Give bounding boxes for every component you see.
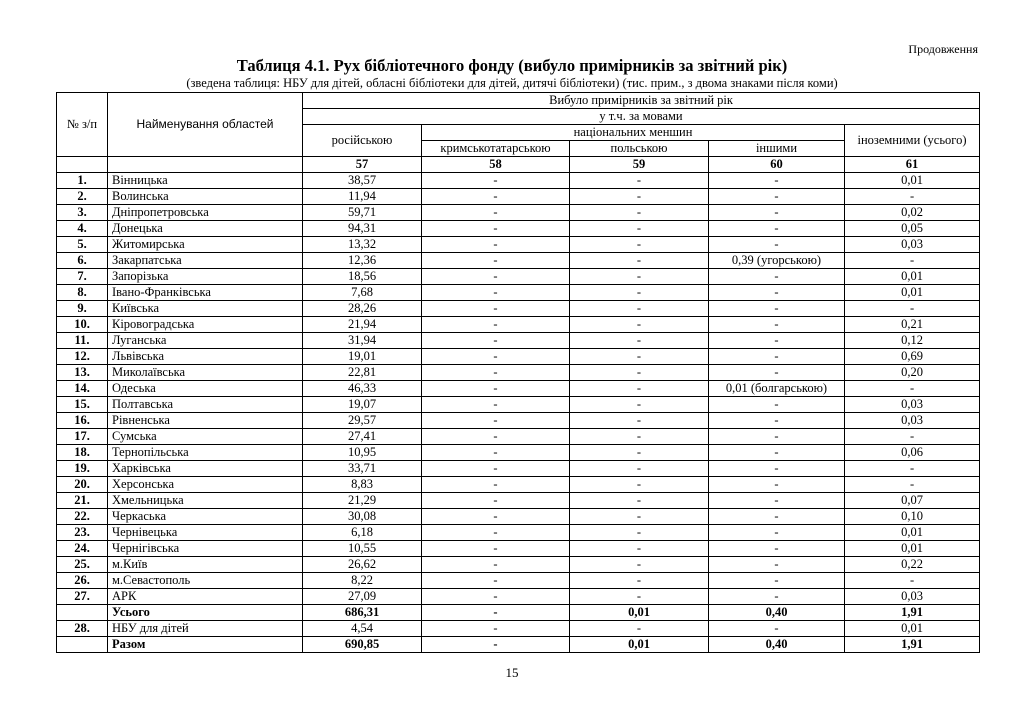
row-region-name: м.Севастополь — [108, 573, 303, 589]
cell-crimean-tatar: - — [422, 221, 570, 237]
row-index: 1. — [57, 173, 108, 189]
cell-foreign: 0,21 — [845, 317, 980, 333]
table-row — [57, 413, 980, 429]
cell-polish: - — [570, 589, 709, 605]
row-index: 21. — [57, 493, 108, 509]
column-number: 59 — [570, 157, 709, 173]
table-row — [57, 333, 980, 349]
row-region-name: Хмельницька — [108, 493, 303, 509]
cell-crimean-tatar: - — [422, 269, 570, 285]
cell-other: 0,40 — [709, 605, 845, 621]
column-number: 61 — [845, 157, 980, 173]
cell-crimean-tatar: - — [422, 301, 570, 317]
row-region-name: Вінницька — [108, 173, 303, 189]
cell-other: - — [709, 317, 845, 333]
cell-crimean-tatar: - — [422, 429, 570, 445]
row-region-name: Рівненська — [108, 413, 303, 429]
cell-polish: - — [570, 237, 709, 253]
cell-russian: 30,08 — [303, 509, 422, 525]
row-region-name: Житомирська — [108, 237, 303, 253]
library-fund-table — [56, 92, 980, 653]
cell-foreign: 0,69 — [845, 349, 980, 365]
cell-russian: 8,83 — [303, 477, 422, 493]
cell-polish: - — [570, 557, 709, 573]
cell-other: 0,40 — [709, 637, 845, 653]
table-row — [57, 381, 980, 397]
table-row — [57, 605, 980, 621]
header-national-minorities: національних меншин — [422, 125, 845, 141]
cell-foreign: - — [845, 301, 980, 317]
table-row — [57, 461, 980, 477]
row-region-name: Запорізька — [108, 269, 303, 285]
cell-polish: - — [570, 445, 709, 461]
cell-foreign: 0,02 — [845, 205, 980, 221]
table-row — [57, 525, 980, 541]
row-region-name: Івано-Франківська — [108, 285, 303, 301]
row-index: 22. — [57, 509, 108, 525]
cell-russian: 33,71 — [303, 461, 422, 477]
row-index — [57, 605, 108, 621]
cell-other: - — [709, 525, 845, 541]
row-region-name: Чернігівська — [108, 541, 303, 557]
row-index: 26. — [57, 573, 108, 589]
column-number-blank — [108, 157, 303, 173]
cell-other: - — [709, 365, 845, 381]
cell-foreign: 0,03 — [845, 397, 980, 413]
cell-crimean-tatar: - — [422, 413, 570, 429]
cell-other: - — [709, 221, 845, 237]
cell-crimean-tatar: - — [422, 445, 570, 461]
row-region-name: Миколаївська — [108, 365, 303, 381]
row-index: 19. — [57, 461, 108, 477]
cell-russian: 59,71 — [303, 205, 422, 221]
cell-polish: - — [570, 317, 709, 333]
cell-other: - — [709, 173, 845, 189]
cell-polish: - — [570, 349, 709, 365]
cell-foreign: 0,22 — [845, 557, 980, 573]
table-row — [57, 365, 980, 381]
cell-other: - — [709, 445, 845, 461]
column-number: 60 — [709, 157, 845, 173]
row-index: 2. — [57, 189, 108, 205]
table-row — [57, 445, 980, 461]
table-row — [57, 493, 980, 509]
header-other: іншими — [709, 141, 845, 157]
cell-other: - — [709, 589, 845, 605]
header-index: № з/п — [57, 93, 108, 157]
row-index: 12. — [57, 349, 108, 365]
cell-foreign: 0,07 — [845, 493, 980, 509]
cell-polish: - — [570, 493, 709, 509]
row-index: 14. — [57, 381, 108, 397]
cell-russian: 13,32 — [303, 237, 422, 253]
table-row — [57, 205, 980, 221]
cell-russian: 18,56 — [303, 269, 422, 285]
cell-crimean-tatar: - — [422, 605, 570, 621]
cell-russian: 22,81 — [303, 365, 422, 381]
header-russian: російською — [303, 125, 422, 157]
cell-other: 0,39 (угорською) — [709, 253, 845, 269]
cell-crimean-tatar: - — [422, 541, 570, 557]
column-number-blank — [57, 157, 108, 173]
cell-russian: 8,22 — [303, 573, 422, 589]
row-index: 7. — [57, 269, 108, 285]
cell-russian: 27,09 — [303, 589, 422, 605]
cell-russian: 7,68 — [303, 285, 422, 301]
table-row — [57, 477, 980, 493]
cell-polish: - — [570, 573, 709, 589]
row-region-name: м.Київ — [108, 557, 303, 573]
table-row — [57, 541, 980, 557]
cell-foreign: - — [845, 381, 980, 397]
row-index: 27. — [57, 589, 108, 605]
table-row — [57, 429, 980, 445]
row-region-name: Волинська — [108, 189, 303, 205]
row-index: 10. — [57, 317, 108, 333]
cell-russian: 31,94 — [303, 333, 422, 349]
cell-other: - — [709, 269, 845, 285]
cell-crimean-tatar: - — [422, 573, 570, 589]
cell-polish: - — [570, 221, 709, 237]
cell-polish: - — [570, 509, 709, 525]
table-row — [57, 637, 980, 653]
table-title: Таблиця 4.1. Рух бібліотечного фонду (вибуло примірників за звітний рік) — [236, 56, 788, 75]
cell-russian: 29,57 — [303, 413, 422, 429]
cell-crimean-tatar: - — [422, 493, 570, 509]
cell-other: - — [709, 413, 845, 429]
cell-other: - — [709, 493, 845, 509]
cell-russian: 28,26 — [303, 301, 422, 317]
table-row — [57, 285, 980, 301]
cell-polish: - — [570, 461, 709, 477]
cell-foreign: 0,01 — [845, 269, 980, 285]
cell-polish: - — [570, 333, 709, 349]
row-index: 20. — [57, 477, 108, 493]
table-row — [57, 221, 980, 237]
row-region-name: Донецька — [108, 221, 303, 237]
cell-russian: 38,57 — [303, 173, 422, 189]
cell-crimean-tatar: - — [422, 461, 570, 477]
header-foreign: іноземними (усього) — [845, 125, 980, 157]
cell-foreign: - — [845, 573, 980, 589]
cell-crimean-tatar: - — [422, 589, 570, 605]
cell-foreign: 0,20 — [845, 365, 980, 381]
cell-foreign: 0,01 — [845, 285, 980, 301]
cell-crimean-tatar: - — [422, 365, 570, 381]
cell-crimean-tatar: - — [422, 205, 570, 221]
cell-russian: 10,55 — [303, 541, 422, 557]
table-row — [57, 349, 980, 365]
cell-other: - — [709, 429, 845, 445]
cell-russian: 690,85 — [303, 637, 422, 653]
cell-foreign: 0,01 — [845, 525, 980, 541]
row-region-name: АРК — [108, 589, 303, 605]
cell-foreign: - — [845, 189, 980, 205]
table-row — [57, 589, 980, 605]
row-region-name: Львівська — [108, 349, 303, 365]
cell-foreign: - — [845, 429, 980, 445]
cell-polish: - — [570, 365, 709, 381]
cell-foreign: 0,03 — [845, 589, 980, 605]
cell-polish: - — [570, 253, 709, 269]
row-region-name: Сумська — [108, 429, 303, 445]
header-by-language: у т.ч. за мовами — [303, 109, 980, 125]
row-index: 13. — [57, 365, 108, 381]
table-row — [57, 269, 980, 285]
cell-crimean-tatar: - — [422, 349, 570, 365]
header-polish: польською — [570, 141, 709, 157]
cell-other: - — [709, 477, 845, 493]
cell-crimean-tatar: - — [422, 621, 570, 637]
header-withdrawn: Вибуло примірників за звітний рік — [303, 93, 980, 109]
table-row — [57, 237, 980, 253]
row-region-name: Херсонська — [108, 477, 303, 493]
header-crimean-tatar: кримськотатарською — [422, 141, 570, 157]
table-row — [57, 301, 980, 317]
cell-polish: - — [570, 621, 709, 637]
header-region: Найменування областей — [108, 93, 303, 157]
cell-polish: - — [570, 413, 709, 429]
row-index: 3. — [57, 205, 108, 221]
row-index: 25. — [57, 557, 108, 573]
row-index: 6. — [57, 253, 108, 269]
cell-polish: 0,01 — [570, 605, 709, 621]
cell-foreign: 0,01 — [845, 173, 980, 189]
page-number: 15 — [505, 665, 519, 680]
cell-russian: 26,62 — [303, 557, 422, 573]
cell-russian: 12,36 — [303, 253, 422, 269]
table-row — [57, 557, 980, 573]
cell-polish: - — [570, 173, 709, 189]
row-index: 9. — [57, 301, 108, 317]
cell-other: - — [709, 461, 845, 477]
row-index: 11. — [57, 333, 108, 349]
cell-foreign: 1,91 — [845, 605, 980, 621]
cell-foreign: - — [845, 253, 980, 269]
cell-foreign: 0,01 — [845, 621, 980, 637]
cell-polish: - — [570, 429, 709, 445]
cell-russian: 21,29 — [303, 493, 422, 509]
row-region-name: НБУ для дітей — [108, 621, 303, 637]
row-region-name: Черкаська — [108, 509, 303, 525]
cell-polish: - — [570, 269, 709, 285]
cell-other: - — [709, 509, 845, 525]
continuation-label: Продовження — [908, 42, 978, 56]
cell-russian: 6,18 — [303, 525, 422, 541]
row-index: 5. — [57, 237, 108, 253]
row-index — [57, 637, 108, 653]
cell-other: - — [709, 205, 845, 221]
cell-crimean-tatar: - — [422, 173, 570, 189]
table-row — [57, 173, 980, 189]
cell-other: - — [709, 349, 845, 365]
table-row — [57, 189, 980, 205]
cell-russian: 4,54 — [303, 621, 422, 637]
cell-other: - — [709, 189, 845, 205]
row-region-name: Київська — [108, 301, 303, 317]
cell-russian: 11,94 — [303, 189, 422, 205]
cell-crimean-tatar: - — [422, 509, 570, 525]
row-index: 28. — [57, 621, 108, 637]
cell-crimean-tatar: - — [422, 253, 570, 269]
cell-crimean-tatar: - — [422, 237, 570, 253]
cell-other: - — [709, 237, 845, 253]
cell-foreign: 0,12 — [845, 333, 980, 349]
table-body — [57, 173, 980, 653]
row-index: 16. — [57, 413, 108, 429]
table-row — [57, 621, 980, 637]
cell-polish: - — [570, 381, 709, 397]
cell-russian: 19,07 — [303, 397, 422, 413]
cell-other: - — [709, 621, 845, 637]
column-number-row — [57, 157, 980, 173]
table-row — [57, 253, 980, 269]
cell-other: 0,01 (болгарською) — [709, 381, 845, 397]
cell-other: - — [709, 397, 845, 413]
cell-polish: - — [570, 205, 709, 221]
cell-polish: - — [570, 189, 709, 205]
row-region-name: Тернопільська — [108, 445, 303, 461]
cell-foreign: 0,05 — [845, 221, 980, 237]
cell-russian: 686,31 — [303, 605, 422, 621]
cell-crimean-tatar: - — [422, 477, 570, 493]
row-region-name: Усього — [108, 605, 303, 621]
table-row — [57, 397, 980, 413]
cell-polish: - — [570, 301, 709, 317]
row-region-name: Харківська — [108, 461, 303, 477]
cell-crimean-tatar: - — [422, 397, 570, 413]
cell-other: - — [709, 557, 845, 573]
row-region-name: Одеська — [108, 381, 303, 397]
cell-crimean-tatar: - — [422, 285, 570, 301]
table-row — [57, 317, 980, 333]
row-region-name: Дніпропетровська — [108, 205, 303, 221]
cell-foreign: 1,91 — [845, 637, 980, 653]
cell-foreign: 0,01 — [845, 541, 980, 557]
row-index: 15. — [57, 397, 108, 413]
cell-russian: 46,33 — [303, 381, 422, 397]
cell-foreign: 0,06 — [845, 445, 980, 461]
table-row — [57, 509, 980, 525]
row-index: 18. — [57, 445, 108, 461]
row-index: 23. — [57, 525, 108, 541]
cell-russian: 19,01 — [303, 349, 422, 365]
cell-foreign: - — [845, 477, 980, 493]
cell-other: - — [709, 301, 845, 317]
cell-other: - — [709, 541, 845, 557]
row-region-name: Разом — [108, 637, 303, 653]
table-row — [57, 573, 980, 589]
row-region-name: Закарпатська — [108, 253, 303, 269]
cell-crimean-tatar: - — [422, 637, 570, 653]
cell-crimean-tatar: - — [422, 317, 570, 333]
cell-polish: - — [570, 285, 709, 301]
cell-russian: 94,31 — [303, 221, 422, 237]
cell-crimean-tatar: - — [422, 525, 570, 541]
cell-crimean-tatar: - — [422, 381, 570, 397]
cell-foreign: 0,10 — [845, 509, 980, 525]
column-number: 57 — [303, 157, 422, 173]
cell-polish: - — [570, 541, 709, 557]
cell-russian: 10,95 — [303, 445, 422, 461]
cell-russian: 27,41 — [303, 429, 422, 445]
row-region-name: Луганська — [108, 333, 303, 349]
cell-polish: 0,01 — [570, 637, 709, 653]
cell-other: - — [709, 285, 845, 301]
row-index: 8. — [57, 285, 108, 301]
cell-foreign: 0,03 — [845, 413, 980, 429]
row-index: 24. — [57, 541, 108, 557]
cell-russian: 21,94 — [303, 317, 422, 333]
cell-polish: - — [570, 525, 709, 541]
row-index: 4. — [57, 221, 108, 237]
cell-other: - — [709, 333, 845, 349]
row-region-name: Полтавська — [108, 397, 303, 413]
cell-crimean-tatar: - — [422, 189, 570, 205]
row-region-name: Кіровоградська — [108, 317, 303, 333]
cell-foreign: - — [845, 461, 980, 477]
column-number: 58 — [422, 157, 570, 173]
cell-polish: - — [570, 397, 709, 413]
table-subtitle: (зведена таблиця: НБУ для дітей, обласні бібліотеки для дітей, дитячі бібліотеки) (тис. прим., з двома знаками після коми) — [186, 76, 838, 90]
cell-other: - — [709, 573, 845, 589]
cell-polish: - — [570, 477, 709, 493]
row-region-name: Чернівецька — [108, 525, 303, 541]
cell-crimean-tatar: - — [422, 333, 570, 349]
cell-crimean-tatar: - — [422, 557, 570, 573]
row-index: 17. — [57, 429, 108, 445]
cell-foreign: 0,03 — [845, 237, 980, 253]
